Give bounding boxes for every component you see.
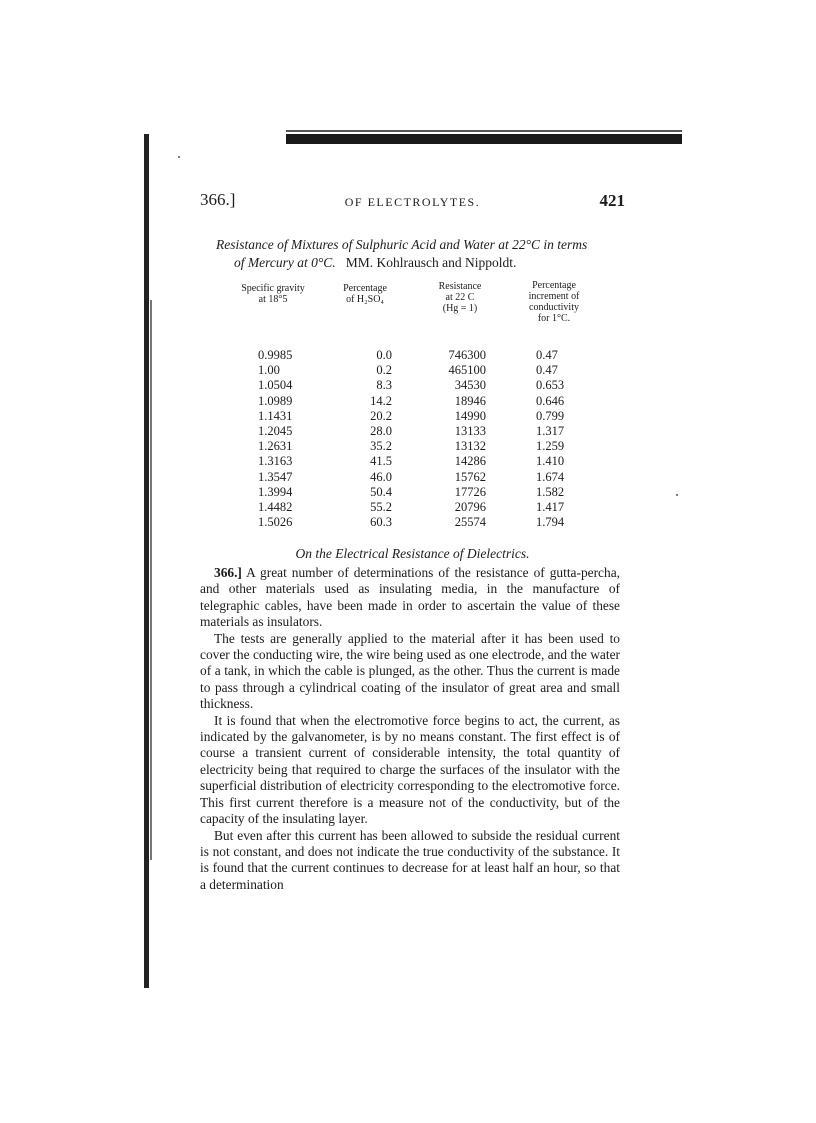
table-cell: 28.0 — [370, 424, 392, 439]
table-caption — [200, 236, 625, 272]
caption-line-1 — [200, 236, 625, 254]
table-cell: 15762 — [454, 469, 486, 484]
table-cell: 1.1431 — [258, 408, 293, 423]
table-cell: 14286 — [454, 454, 486, 469]
paragraph — [200, 631, 620, 713]
table-cell: 1.5026 — [258, 515, 293, 530]
table-cell: 1.2631 — [258, 439, 293, 454]
column-header-line: for 1°C. — [537, 313, 571, 324]
table-cell: 1.259 — [536, 439, 565, 454]
running-title: OF ELECTROLYTES. — [344, 195, 481, 209]
table-cell: 746300 — [448, 348, 486, 362]
table-cell: 1.3994 — [258, 484, 293, 499]
column-header-increment — [508, 280, 600, 324]
column-header-line: increment of — [528, 291, 580, 302]
table-cell: 0.9985 — [258, 348, 293, 362]
table-cell: 465100 — [448, 363, 486, 378]
table-cell: 25574 — [454, 515, 486, 530]
table-cell: 13133 — [454, 424, 486, 439]
column-percentage — [352, 348, 392, 530]
column-header-percentage — [330, 283, 400, 305]
table-cell: 0.47 — [536, 348, 558, 362]
column-header-line: Percentage — [532, 280, 576, 291]
paragraph-text: But even after this current has been allowed to subside the residual current is not constant, and does not indicate the true conductivity of the substance. It is found that the current continues to decrease for at least half an hour, so that a determination — [200, 827, 620, 892]
table-cell: 1.2045 — [258, 424, 293, 439]
column-header-line: Specific gravity — [241, 283, 305, 294]
table-cell: 41.5 — [370, 454, 392, 469]
caption-line-1-end: in terms — [543, 237, 588, 252]
table-cell: 0.799 — [536, 408, 565, 423]
table-cell: 1.0989 — [258, 393, 293, 408]
table-cell: 8.3 — [376, 378, 392, 393]
table-cell: 1.4482 — [258, 500, 293, 515]
table-cell: 50.4 — [370, 484, 392, 499]
table-cell: 1.3163 — [258, 454, 293, 469]
column-specific-gravity — [258, 348, 292, 530]
table-cell: 1.3547 — [258, 469, 293, 484]
table-cell: 14.2 — [370, 393, 392, 408]
caption-line-1-main: Resistance of Mixtures of Sulphuric Acid and Water at 22°C — [216, 237, 540, 252]
table-cell: 0.653 — [536, 378, 565, 393]
table-cell: 1.674 — [536, 469, 565, 484]
scan-edge-top — [286, 134, 682, 144]
table-cell: 1.410 — [536, 454, 565, 469]
table-cell: 20.2 — [370, 408, 392, 423]
scan-edge-top-thin — [286, 130, 682, 132]
table-cell: 0.0 — [376, 348, 392, 362]
column-header-line: (Hg = 1) — [442, 303, 478, 314]
table-cell: 0.2 — [376, 363, 392, 378]
scan-speck — [676, 494, 678, 496]
table-cell: 13132 — [454, 439, 486, 454]
caption-line-2 — [200, 254, 625, 272]
column-resistance — [436, 348, 486, 530]
table-cell: 1.582 — [536, 484, 565, 499]
column-header-specific-gravity — [228, 283, 318, 305]
section-reference: 366.] — [200, 190, 236, 209]
table-cell: 0.646 — [536, 393, 565, 408]
column-header-line: conductivity — [529, 302, 579, 313]
table-cell: 35.2 — [370, 439, 392, 454]
table-cell: 0.47 — [536, 363, 558, 378]
paragraph — [200, 713, 620, 828]
paragraph — [200, 565, 620, 631]
table-cell: 20796 — [454, 500, 486, 515]
table-cell: 1.317 — [536, 424, 565, 439]
scan-speck — [178, 156, 180, 158]
table-cell: 18946 — [454, 393, 486, 408]
column-header-resistance — [424, 281, 496, 314]
paragraph-text: It is found that when the electromotive force begins to act, the current, as indicated by the galvanometer, is by no means constant. The first effect is of course a transient current of considerable intensity, the total quantity of electricity being that required to charge the surfaces of the insulator with the superficial distribution of electricity corresponding to the electromotive force. This first current therefore is a measure not of the conductivity, but of the capacity of the insulating layer. — [200, 712, 620, 827]
column-increment — [536, 348, 564, 530]
table-cell: 14990 — [454, 408, 486, 423]
table-cell: 34530 — [454, 378, 486, 393]
paragraph-text: The tests are generally applied to the material after it has been used to cover the conducting wire, the wire being used as one electrode, and the water of a tank, in which the cable is plunged, as the other. Thus the current is made to pass through a cylindrical coating of the insulator of great area and small thickness. — [200, 630, 620, 712]
paragraph-article-number: 366.] — [214, 565, 242, 580]
caption-authors: MM. Kohlrausch and Nippoldt. — [345, 255, 517, 270]
column-header-line: of H₂SO₄ — [346, 294, 384, 305]
scan-edge-left-shadow — [150, 300, 152, 860]
paragraph-text: A great number of determinations of the resistance of gutta-percha, and other materials used as insulating media, in the manufacture of telegraphic cables, have been made in order to ascertain the value of these materials as insulators. — [200, 565, 620, 630]
table-cell: 46.0 — [370, 469, 392, 484]
column-header-line: Percentage — [343, 283, 387, 294]
caption-line-2-main: of Mercury at 0°C. — [234, 255, 336, 270]
table-cell: 55.2 — [370, 500, 392, 515]
table-cell: 60.3 — [370, 515, 392, 530]
table-cell: 17726 — [454, 484, 486, 499]
column-header-line: Resistance — [438, 281, 482, 292]
paragraph — [200, 828, 620, 894]
table-cell: 1.00 — [258, 363, 280, 378]
column-header-line: at 18°5 — [258, 294, 288, 305]
table-cell: 1.0504 — [258, 378, 293, 393]
table-cell: 1.794 — [536, 515, 565, 530]
page-number: 421 — [599, 191, 625, 210]
scan-edge-left — [144, 134, 149, 988]
column-header-line: at 22 C — [445, 292, 475, 303]
table-cell: 1.417 — [536, 500, 565, 515]
section-title: On the Electrical Resistance of Dielectrics. — [295, 546, 530, 561]
body-text — [200, 565, 620, 893]
page-header — [200, 190, 625, 216]
